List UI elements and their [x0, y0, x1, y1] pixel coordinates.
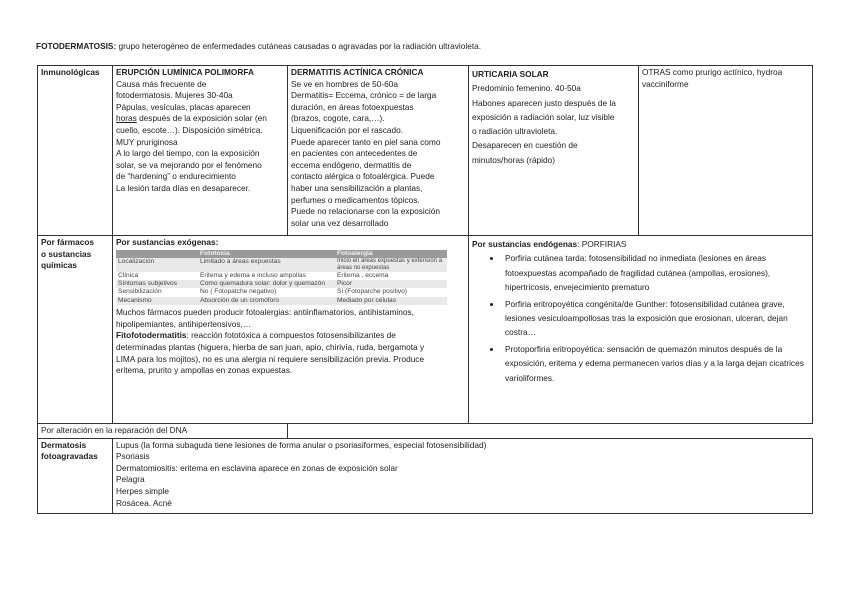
inner-cell: No ( Fotopatche negativo) — [198, 288, 335, 296]
label-line: Por fármacos — [41, 237, 95, 247]
inner-header — [116, 250, 198, 258]
label-dna: Por alteración en la reparación del DNA — [38, 424, 288, 439]
erupcion-line: MUY pruriginosa — [116, 136, 178, 147]
porfirias-list — [472, 251, 809, 385]
list-item: • Porfiria eritropoyética congénita/de Gunther: fotosensibilidad cutánea grave, lesiones vesiculoampollosas tras la exposición que erosionan, ulceran, dejan costra… — [502, 297, 809, 340]
erupcion-line: fotodermatosis. Mujeres 30-40a — [116, 90, 233, 101]
fitofoto-line: eritema, prurito y ampollas en zonas expuestas. — [116, 365, 293, 376]
intro-line — [36, 41, 481, 51]
endogenas-title — [472, 237, 809, 251]
list-item: Rosácea. Acné — [116, 497, 172, 508]
erupcion-line: Causa más frecuente de — [116, 78, 207, 89]
inner-cell: Limitado a áreas expuestas — [198, 258, 335, 272]
label-line: o sustancias — [41, 248, 92, 259]
inner-cell: Clínica — [116, 272, 198, 280]
dermatitis-title: DERMATITIS ACTÍNICA CRÓNICA — [291, 67, 424, 77]
inner-row — [116, 280, 447, 288]
label-line: químicas — [41, 260, 77, 271]
urticaria-line: o radiación ultravioleta. — [472, 126, 558, 137]
row-dna — [38, 424, 813, 439]
urticaria-line: minutos/horas (rápido) — [472, 154, 556, 165]
inner-header: Fototoxia — [198, 250, 335, 258]
cell-otras: OTRAS como prurigo actínico, hydroa vacciniforme — [639, 66, 813, 236]
exogenas-title: Por sustancias exógenas: — [116, 237, 219, 247]
fotodermatosis-table — [37, 65, 813, 514]
label-fotoagravadas — [38, 438, 113, 513]
inner-cell: Mecanismo — [116, 297, 198, 305]
inner-row — [116, 288, 447, 296]
inner-row — [116, 272, 447, 280]
label-inmunologicas: Inmunológicas — [38, 66, 113, 236]
row-inmunologicas — [38, 66, 813, 236]
inner-cell: Mediado por células — [335, 297, 447, 305]
horas-rest: después de la exposición solar (en — [136, 113, 267, 124]
fototoxia-fotoalergia-table — [116, 250, 447, 306]
dermatitis-line: contacto alérgica o fotoalérgica. Puede — [291, 171, 435, 182]
row-fotoagravadas — [38, 438, 813, 513]
list-item: • Protoporfiria eritropoyética: sensación de quemazón minutos después de la exposición, eritema y edema permanecen varios días y a la larga dejan cicatrices varioliformes. — [502, 342, 809, 385]
dermatitis-line: Puede aparecer tanto en piel sana como — [291, 136, 441, 147]
label-line: Dermatosis — [41, 439, 87, 450]
urticaria-title: URTICARIA SOLAR — [472, 69, 549, 79]
erupcion-line: de “hardening” o endurecimiento — [116, 171, 236, 182]
dermatitis-line: haber una sensibilización a plantas, — [291, 182, 423, 193]
erupcion-line: La lesión tarda días en desaparecer. — [116, 182, 251, 193]
inner-header: Fotoalergia — [335, 250, 447, 258]
urticaria-line: Habones aparecen justo después de la — [472, 97, 616, 108]
dermatitis-line: Puede no relacionarse con la exposición — [291, 206, 440, 217]
inner-cell: Como quemadura solar: dolor y quemazón — [198, 280, 335, 288]
inner-cell: Picor — [335, 280, 447, 288]
fitofoto-bold: Fitofotodermatitis — [116, 330, 187, 341]
dermatitis-line: (brazos, cogote, cara,…). — [291, 113, 385, 124]
erupcion-line: A lo largo del tiempo, con la exposición — [116, 148, 260, 159]
label-line: fotoagravadas — [41, 451, 98, 462]
dermatitis-line: Se ve en hombres de 50-60a — [291, 78, 399, 89]
inner-cell: Localización — [116, 258, 198, 272]
list-item: Dermatomiositis: eritema en esclavina aparece en zonas de exposición solar — [116, 462, 398, 473]
list-item: • Porfiria cutánea tarda: fotosensibilidad no inmediata (lesiones en áreas fotoexpuestas acompañado de fragilidad cutánea (ampollas, erosiones), hipertricosis, envejecimiento prematuro — [502, 251, 809, 294]
list-item: Lupus (la forma subaguda tiene lesiones de forma anular o psoriasiformes, especial fotosensibilidad) — [116, 439, 487, 450]
erupcion-horas-line — [116, 113, 284, 125]
fitofoto-text: : reacción fototóxica a compuestos fotosensibilizantes de — [186, 330, 396, 341]
dermatitis-line: eccema endógeno, dermatitis de — [291, 159, 412, 170]
row-farmacos — [38, 236, 813, 424]
cell-dermatitis — [288, 66, 469, 236]
dermatitis-line: Liquenificación por el rascado. — [291, 124, 404, 135]
urticaria-line: Desaparecen en cuestión de — [472, 140, 578, 151]
urticaria-line: exposición a radiación solar, luz visible — [472, 111, 615, 122]
intro-bold: FOTODERMATOSIS: — [36, 41, 117, 51]
cell-exogenas — [113, 236, 469, 424]
list-item: Psoriasis — [116, 451, 150, 462]
dermatitis-line: duración, en áreas fotoexpuestas — [291, 101, 414, 112]
cell-endogenas — [469, 236, 813, 424]
fitofoto-line: LIMA para los mojitos), no es una alergia ni requiere sensibilización previa. Produce — [116, 353, 425, 364]
cell-erupcion — [113, 66, 288, 236]
inner-cell: Eritema y edema e incluso ampollas — [198, 272, 335, 280]
urticaria-line: Predominio femenino. 40-50a — [472, 83, 581, 94]
horas-underlined: horas — [116, 113, 137, 124]
list-item: Pelagra — [116, 474, 145, 485]
inner-cell: Eritema , eccema — [335, 272, 447, 280]
endogenas-text: : PORFIRIAS — [577, 239, 627, 249]
fitofoto-line — [116, 330, 465, 342]
inner-cell: Inicio en áreas expuestas y extensión a áreas no expuestas — [335, 258, 447, 272]
label-farmacos — [38, 236, 113, 424]
erupcion-line: cuello, escote…). Disposición simétrica. — [116, 124, 263, 135]
list-item: Herpes simple — [116, 485, 170, 496]
intro-text: grupo heterogéneo de enfermedades cutáneas causadas o agravadas por la radiación ultravioleta. — [116, 41, 482, 51]
dermatitis-line: solar una vez desarrollado — [291, 217, 389, 228]
cell-urticaria — [469, 66, 639, 236]
inner-cell: Absorción de un cromóforo — [198, 297, 335, 305]
inner-row — [116, 258, 447, 272]
fitofoto-line: determinadas plantas (higuera, hierba de san juan, apio, chirivía, ruda, bergamota y — [116, 342, 425, 352]
exogenas-line: hipolipemiantes, antihipertensivos,… — [116, 318, 252, 329]
dermatitis-line: perfumes o medicamentos tópicos. — [291, 194, 420, 205]
dermatitis-line: en pacientes con antecedentes de — [291, 148, 418, 159]
inner-header-row — [116, 250, 447, 258]
erupcion-line: solar, se va mejorando por el fenómeno — [116, 159, 262, 170]
inner-cell: Síntomas subjetivos — [116, 280, 198, 288]
dermatitis-line: Dermatitis= Eccema, crónico = de larga — [291, 90, 437, 101]
inner-cell: Sensibilización — [116, 288, 198, 296]
exogenas-line: Muchos fármacos pueden producir fotoalergias: antiinflamatorios, antihistaminos, — [116, 307, 414, 318]
endogenas-bold: Por sustancias endógenas — [472, 239, 578, 249]
cell-dna-empty — [288, 424, 813, 439]
inner-row — [116, 297, 447, 305]
cell-fotoagravadas — [113, 438, 813, 513]
erupcion-line: Pápulas, vesículas, placas aparecen — [116, 101, 251, 112]
inner-cell: Sí (Fotoparche positivo) — [335, 288, 447, 296]
erupcion-title: ERUPCIÓN LUMÍNICA POLIMORFA — [116, 67, 254, 77]
